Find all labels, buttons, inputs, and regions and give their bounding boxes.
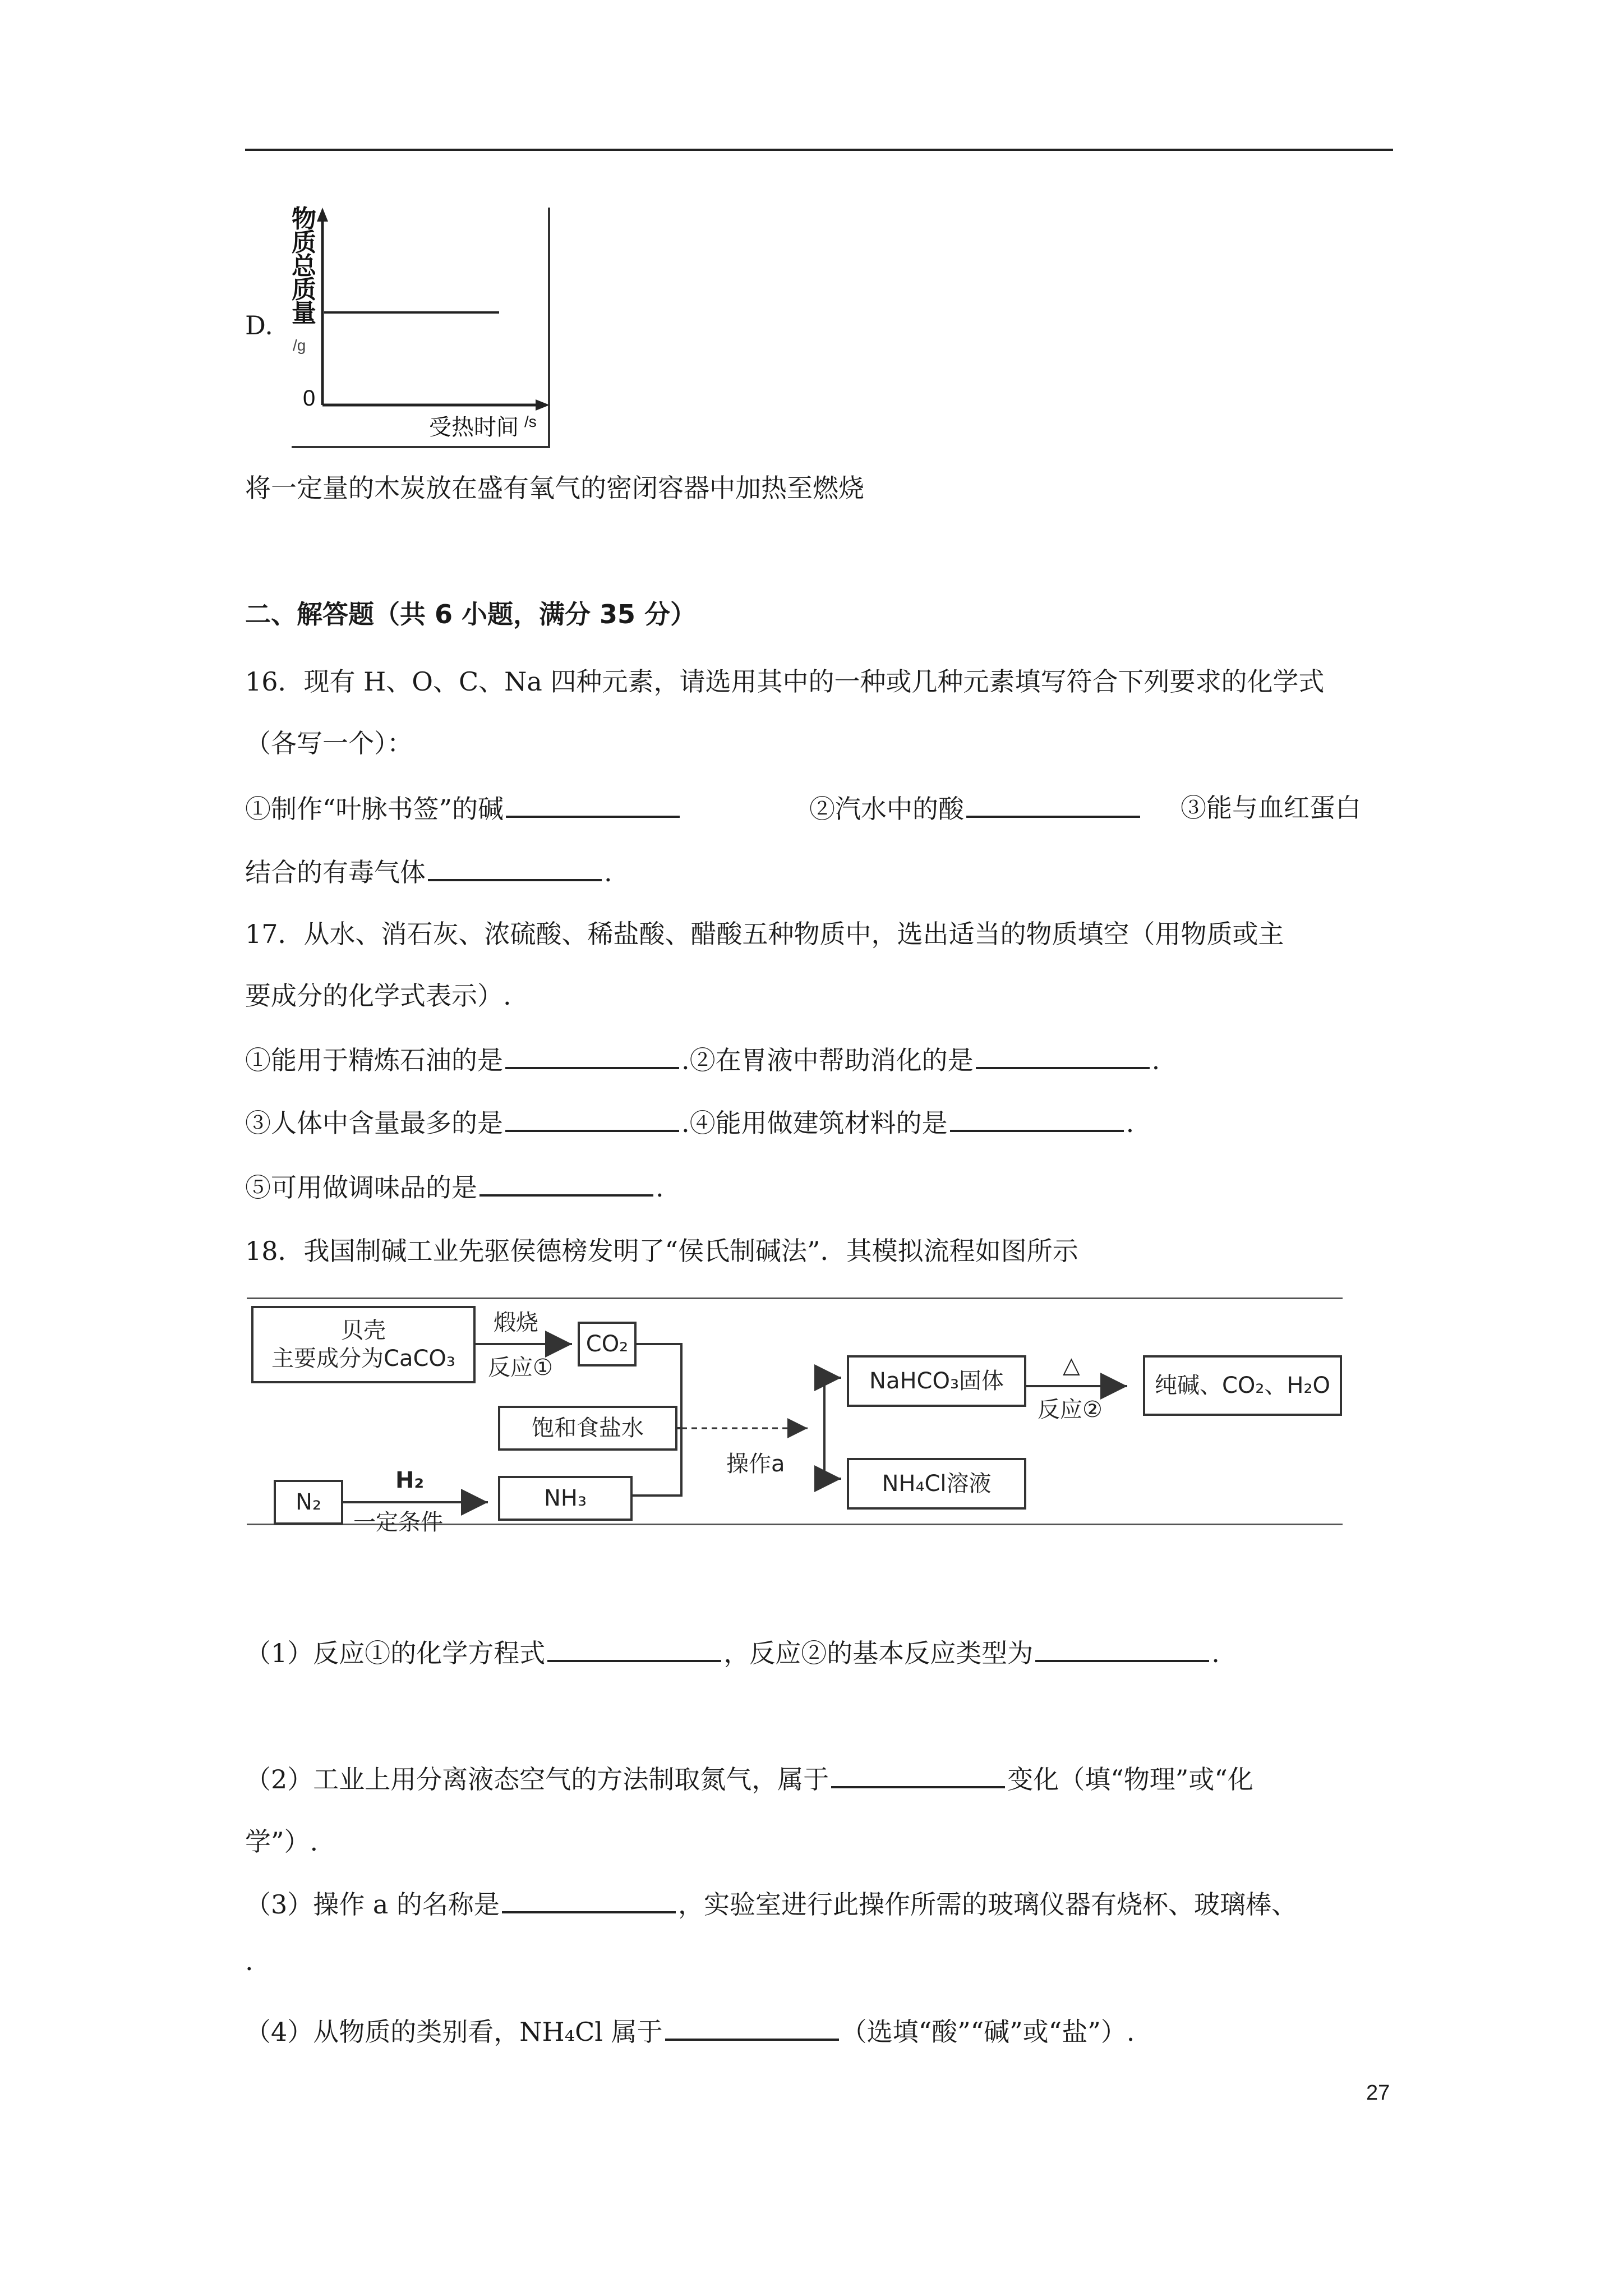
q16-line4: 结合的有毒气体 . — [245, 854, 612, 889]
q18-part3: （3）操作 a 的名称是 ，实验室进行此操作所需的玻璃仪器有烧杯、玻璃棒、 — [245, 1887, 1297, 1921]
q16-blank1[interactable] — [506, 791, 680, 818]
q16-item2 — [809, 791, 1142, 826]
nh3-box: NH₃ — [498, 1476, 633, 1521]
q17-blank1[interactable] — [505, 1042, 679, 1069]
operation-a-label: 操作a — [726, 1451, 785, 1477]
q17-blank5[interactable] — [479, 1170, 653, 1197]
nh4cl-box: NH₄Cl溶液 — [847, 1458, 1026, 1510]
q16-line1: 16．现有 H、O、C、Na 四种元素，请选用其中的一种或几种元素填写符合下列要求的化学式 — [245, 666, 1325, 697]
page-number: 27 — [1366, 2081, 1390, 2105]
calcine-label: 煅烧 — [494, 1310, 538, 1336]
nahco3-box: NaHCO₃固体 — [847, 1355, 1026, 1407]
header-rule — [245, 149, 1393, 151]
flow-diagram — [247, 1297, 1343, 1535]
reaction1-label: 反应① — [488, 1355, 553, 1381]
q17-blank2[interactable] — [976, 1042, 1150, 1069]
q18-blank2[interactable] — [1035, 1635, 1209, 1662]
shell-box: 贝壳 主要成分为CaCO₃ — [251, 1306, 476, 1383]
origin-label: 0 — [303, 386, 316, 411]
q17-line4: ③人体中含量最多的是 .④能用做建筑材料的是 . — [245, 1105, 1134, 1140]
q18-part2-cont: 学”）. — [245, 1826, 319, 1857]
products-box: 纯碱、CO₂、H₂O — [1143, 1355, 1342, 1416]
q17-blank3[interactable] — [505, 1105, 679, 1132]
q17-line5: ⑤可用做调味品的是 . — [245, 1170, 664, 1204]
q16-blank2[interactable] — [966, 791, 1140, 818]
section-heading: 二、解答题（共 6 小题，满分 35 分） — [245, 599, 697, 629]
q17-blank4[interactable] — [950, 1105, 1124, 1132]
q18-blank1[interactable] — [547, 1635, 721, 1662]
q18-blank5[interactable] — [665, 2014, 839, 2041]
q18-part4: （4）从物质的类别看，NH₄Cl 属于 （选填“酸”“碱”或“盐”）. — [245, 2014, 1135, 2049]
n2-box: N₂ — [274, 1480, 343, 1525]
q16-item3-text: ③能与血红蛋白 — [1181, 793, 1361, 823]
y-axis-label: 物质总质量 — [292, 205, 316, 327]
q16-item2-text: ②汽水中的酸 — [809, 794, 964, 824]
h2-label: H₂ — [395, 1467, 424, 1493]
q18-blank4[interactable] — [502, 1887, 676, 1913]
graph-d — [292, 202, 555, 449]
x-axis-label: 受热时间 — [429, 415, 519, 440]
q18-part3-cont: . — [245, 1946, 253, 1976]
condition-label: 一定条件 — [353, 1510, 443, 1535]
reaction2-label: 反应② — [1038, 1397, 1103, 1423]
q18-line1: 18．我国制碱工业先驱侯德榜发明了“侯氏制碱法”．其模拟流程如图所示 — [245, 1236, 1078, 1266]
delta-label: △ — [1063, 1352, 1080, 1378]
q16-line2: （各写一个）： — [245, 728, 413, 758]
q17-line1: 17．从水、消石灰、浓硫酸、稀盐酸、醋酸五种物质中，选出适当的物质填空（用物质或主 — [245, 919, 1284, 949]
q16-item1-text: ①制作“叶脉书签”的碱 — [245, 794, 504, 824]
q18-part2: （2）工业上用分离液态空气的方法制取氮气，属于 变化（填“物理”或“化 — [245, 1761, 1253, 1796]
brine-box: 饱和食盐水 — [498, 1406, 677, 1451]
option-label: D. — [245, 310, 273, 341]
graph-caption: 将一定量的木炭放在盛有氧气的密闭容器中加热至燃烧 — [245, 473, 864, 503]
q17-line2: 要成分的化学式表示）. — [245, 981, 511, 1011]
q18-part1: （1）反应①的化学方程式 ，反应②的基本反应类型为 . — [245, 1635, 1220, 1670]
q18-blank3[interactable] — [831, 1761, 1005, 1788]
q16-line3 — [245, 791, 682, 826]
x-axis-unit: /s — [524, 413, 537, 430]
q17-line3: ①能用于精炼石油的是 .②在胃液中帮助消化的是 . — [245, 1042, 1160, 1077]
q16-blank3[interactable] — [428, 854, 602, 881]
y-axis-unit: /g — [293, 337, 306, 354]
co2-box: CO₂ — [578, 1322, 637, 1366]
q16-line4-text: 结合的有毒气体 — [245, 857, 426, 887]
